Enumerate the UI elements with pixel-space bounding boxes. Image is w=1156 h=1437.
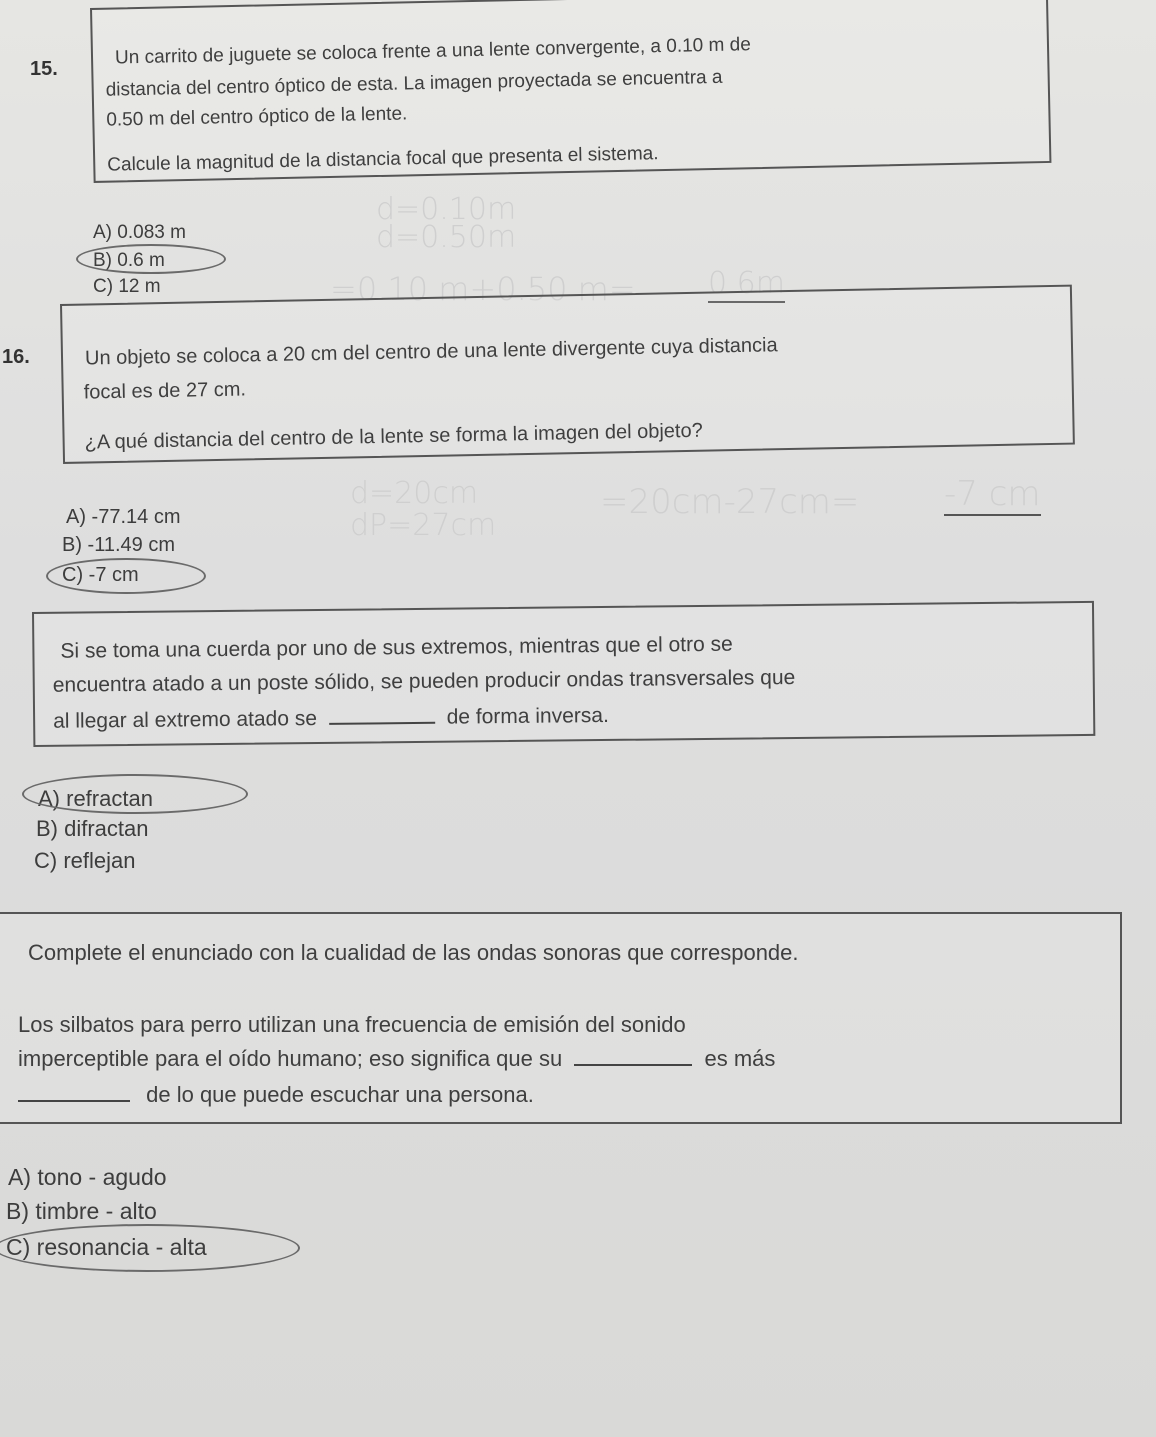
- q16-option-a[interactable]: A) -77.14 cm: [66, 506, 181, 528]
- q16-handwriting-1: d=20cm: [350, 476, 479, 511]
- q17-text-line-2: encuentra atado a un poste sólido, se pueden producir ondas transversales que: [52, 666, 796, 697]
- q15-question: Calcule la magnitud de la distancia focal que presenta el sistema.: [107, 143, 659, 176]
- q18-text-line-1: Los silbatos para perro utilizan una frecuencia de emisión del sonido: [18, 1012, 686, 1037]
- q16-handwriting-3: =20cm-27cm=: [600, 482, 860, 522]
- question-15-box: [90, 0, 1051, 183]
- q17-text-line-1: Si se toma una cuerda por uno de sus extremos, mientras que el otro se: [60, 632, 733, 663]
- q18-text-line-3: [18, 1082, 534, 1108]
- q15-option-c[interactable]: C) 12 m: [93, 276, 161, 297]
- question-16-number: 16.: [2, 346, 30, 368]
- question-18-box: [0, 912, 1122, 1124]
- q18-option-b[interactable]: B) timbre - alto: [6, 1198, 157, 1224]
- q18-instruction: Complete el enunciado con la cualidad de las ondas sonoras que corresponde.: [28, 940, 799, 965]
- q18-blank-2: [18, 1100, 130, 1102]
- q16-option-b[interactable]: B) -11.49 cm: [62, 534, 175, 556]
- q17-blank: [329, 722, 435, 725]
- question-15-number: 15.: [30, 58, 58, 80]
- q15-handwriting-1: d=0.10m: [376, 192, 517, 227]
- q17-option-a[interactable]: A) refractan: [38, 786, 153, 811]
- q15-handwriting-answer: 0.6m: [708, 266, 785, 301]
- q18-option-a[interactable]: A) tono - agudo: [8, 1164, 167, 1190]
- q16-text-line-1: Un objeto se coloca a 20 cm del centro de una lente divergente cuya distancia: [84, 334, 778, 370]
- q15-option-b[interactable]: B) 0.6 m: [93, 250, 165, 271]
- q18-text-line-2-start: imperceptible para el oído humano; eso significa que su: [18, 1046, 563, 1071]
- q15-text-line-1: Un carrito de juguete se coloca frente a una lente convergente, a 0.10 m de: [114, 34, 751, 69]
- q16-question: ¿A qué distancia del centro de la lente se forma la imagen del objeto?: [84, 419, 703, 454]
- q16-option-c[interactable]: C) -7 cm: [62, 564, 139, 586]
- q18-text-line-2-end: es más: [704, 1046, 776, 1071]
- q16-handwriting-2: dP=27cm: [350, 508, 497, 543]
- q17-option-b[interactable]: B) difractan: [36, 816, 149, 841]
- q17-text-line-3-start: al llegar al extremo atado se: [53, 707, 318, 733]
- q15-option-a[interactable]: A) 0.083 m: [93, 222, 186, 243]
- question-17-box: [32, 601, 1095, 747]
- q16-text-line-2: focal es de 27 cm.: [83, 378, 247, 404]
- question-16-box: [60, 285, 1075, 464]
- q18-text-line-2: [18, 1046, 775, 1072]
- q18-option-c[interactable]: C) resonancia - alta: [6, 1234, 207, 1260]
- q17-option-c[interactable]: C) reflejan: [34, 848, 136, 873]
- q18-blank-1: [574, 1064, 692, 1066]
- q17-text-line-3-end: de forma inversa.: [446, 703, 609, 729]
- q18-text-line-3-text: de lo que puede escuchar una persona.: [146, 1082, 534, 1107]
- q16-handwriting-answer: -7 cm: [944, 474, 1041, 514]
- q15-handwriting-2: d=0.50m: [376, 220, 517, 255]
- q15-text-line-2: distancia del centro óptico de esta. La imagen proyectada se encuentra a: [105, 66, 723, 101]
- q15-text-line-3: 0.50 m del centro óptico de la lente.: [106, 103, 408, 131]
- q17-text-line-3: [53, 704, 609, 734]
- q15-handwriting-3: =0.10 m+0.50 m=: [330, 270, 636, 308]
